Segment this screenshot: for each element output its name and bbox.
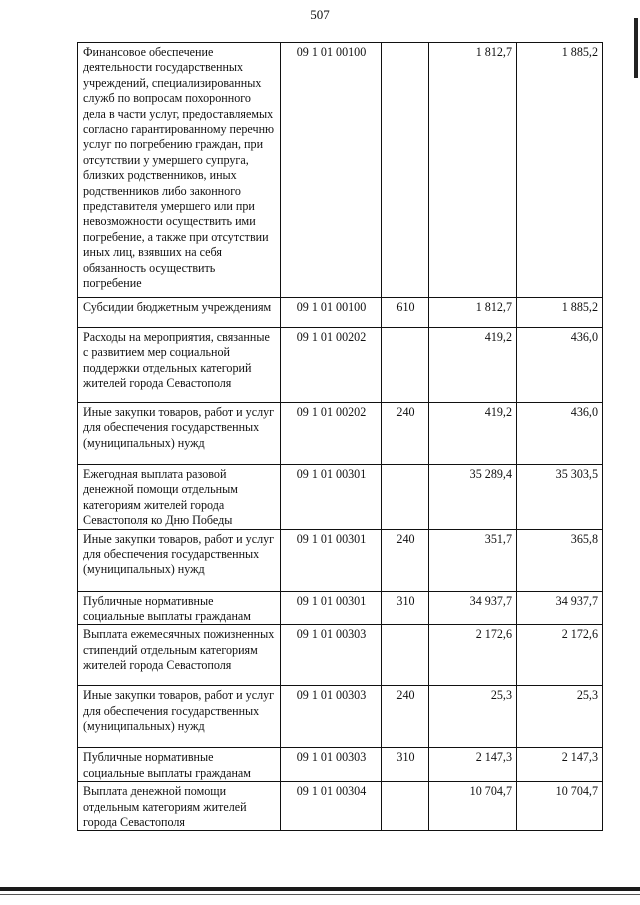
row-year1-cell: 25,3 <box>429 686 517 748</box>
row-year1-cell: 2 147,3 <box>429 748 517 782</box>
scan-bottom-band <box>0 887 640 891</box>
row-name-cell: Публичные нормативные социальные выплаты гражданам <box>78 591 281 625</box>
row-name-cell: Иные закупки товаров, работ и услуг для обеспечения государственных (муниципальных) нужд <box>78 403 281 465</box>
table-row <box>78 298 603 328</box>
table-row <box>78 403 603 465</box>
scan-edge-mark <box>634 18 638 78</box>
page-number: 507 <box>310 7 330 22</box>
row-type-cell <box>382 625 429 686</box>
table-row <box>78 748 603 782</box>
row-year1-cell: 419,2 <box>429 403 517 465</box>
row-type-cell: 240 <box>382 686 429 748</box>
row-code-cell: 09 1 01 00202 <box>281 328 382 403</box>
row-year1-cell: 351,7 <box>429 529 517 591</box>
row-year2-cell: 365,8 <box>517 529 603 591</box>
row-code-cell: 09 1 01 00304 <box>281 782 382 831</box>
row-year2-cell: 2 172,6 <box>517 625 603 686</box>
row-name-cell: Выплата ежемесячных пожизненных стипендий отдельным категориям жителей города Севастополя <box>78 625 281 686</box>
row-type-cell <box>382 465 429 530</box>
table-row <box>78 591 603 625</box>
row-code-cell: 09 1 01 00301 <box>281 591 382 625</box>
row-year1-cell: 10 704,7 <box>429 782 517 831</box>
row-code-cell: 09 1 01 00100 <box>281 298 382 328</box>
row-code-cell: 09 1 01 00301 <box>281 465 382 530</box>
row-code-cell: 09 1 01 00301 <box>281 529 382 591</box>
row-type-cell <box>382 328 429 403</box>
row-year2-cell: 1 885,2 <box>517 43 603 298</box>
table-row <box>78 328 603 403</box>
row-type-cell: 310 <box>382 591 429 625</box>
row-name-cell: Иные закупки товаров, работ и услуг для обеспечения государственных (муниципальных) нужд <box>78 686 281 748</box>
row-year1-cell: 1 812,7 <box>429 43 517 298</box>
table-row <box>78 43 603 298</box>
row-name-cell: Финансовое обеспечение деятельности государственных учреждений, специализированных служб по вопросам похоронного дела в части услуг, предоставляемых согласно гарантированному перечню услуг по погребению граждан, при отсутствии у умершего супруга, близких родственников, иных родственников либо законного представителя умершего или при невозможности осуществить ими погребение, а также при отсутствии иных лиц, взявших на себя обязанность осуществить погребение <box>78 43 281 298</box>
row-year1-cell: 2 172,6 <box>429 625 517 686</box>
row-name-cell: Выплата денежной помощи отдельным категориям жителей города Севастополя <box>78 782 281 831</box>
row-year2-cell: 436,0 <box>517 403 603 465</box>
row-name-cell: Ежегодная выплата разовой денежной помощи отдельным категориям жителей города Севастополя ко Дню Победы <box>78 465 281 530</box>
row-code-cell: 09 1 01 00303 <box>281 625 382 686</box>
row-code-cell: 09 1 01 00303 <box>281 748 382 782</box>
row-code-cell: 09 1 01 00303 <box>281 686 382 748</box>
row-year2-cell: 35 303,5 <box>517 465 603 530</box>
row-year1-cell: 1 812,7 <box>429 298 517 328</box>
row-year2-cell: 34 937,7 <box>517 591 603 625</box>
table-row <box>78 782 603 831</box>
row-name-cell: Публичные нормативные социальные выплаты гражданам <box>78 748 281 782</box>
row-year1-cell: 34 937,7 <box>429 591 517 625</box>
row-type-cell <box>382 782 429 831</box>
row-year2-cell: 2 147,3 <box>517 748 603 782</box>
row-year2-cell: 1 885,2 <box>517 298 603 328</box>
row-year2-cell: 25,3 <box>517 686 603 748</box>
row-code-cell: 09 1 01 00202 <box>281 403 382 465</box>
row-name-cell: Иные закупки товаров, работ и услуг для обеспечения государственных (муниципальных) нужд <box>78 529 281 591</box>
budget-table <box>77 42 603 831</box>
row-code-cell: 09 1 01 00100 <box>281 43 382 298</box>
table-row <box>78 465 603 530</box>
row-type-cell <box>382 43 429 298</box>
row-year1-cell: 35 289,4 <box>429 465 517 530</box>
row-type-cell: 240 <box>382 403 429 465</box>
row-type-cell: 240 <box>382 529 429 591</box>
row-type-cell: 310 <box>382 748 429 782</box>
table-row <box>78 625 603 686</box>
row-year1-cell: 419,2 <box>429 328 517 403</box>
scan-bottom-line <box>0 894 640 895</box>
table-row <box>78 529 603 591</box>
row-name-cell: Расходы на мероприятия, связанные с развитием мер социальной поддержки отдельных категорий жителей города Севастополя <box>78 328 281 403</box>
row-name-cell: Субсидии бюджетным учреждениям <box>78 298 281 328</box>
table-row <box>78 686 603 748</box>
row-type-cell: 610 <box>382 298 429 328</box>
row-year2-cell: 10 704,7 <box>517 782 603 831</box>
row-year2-cell: 436,0 <box>517 328 603 403</box>
